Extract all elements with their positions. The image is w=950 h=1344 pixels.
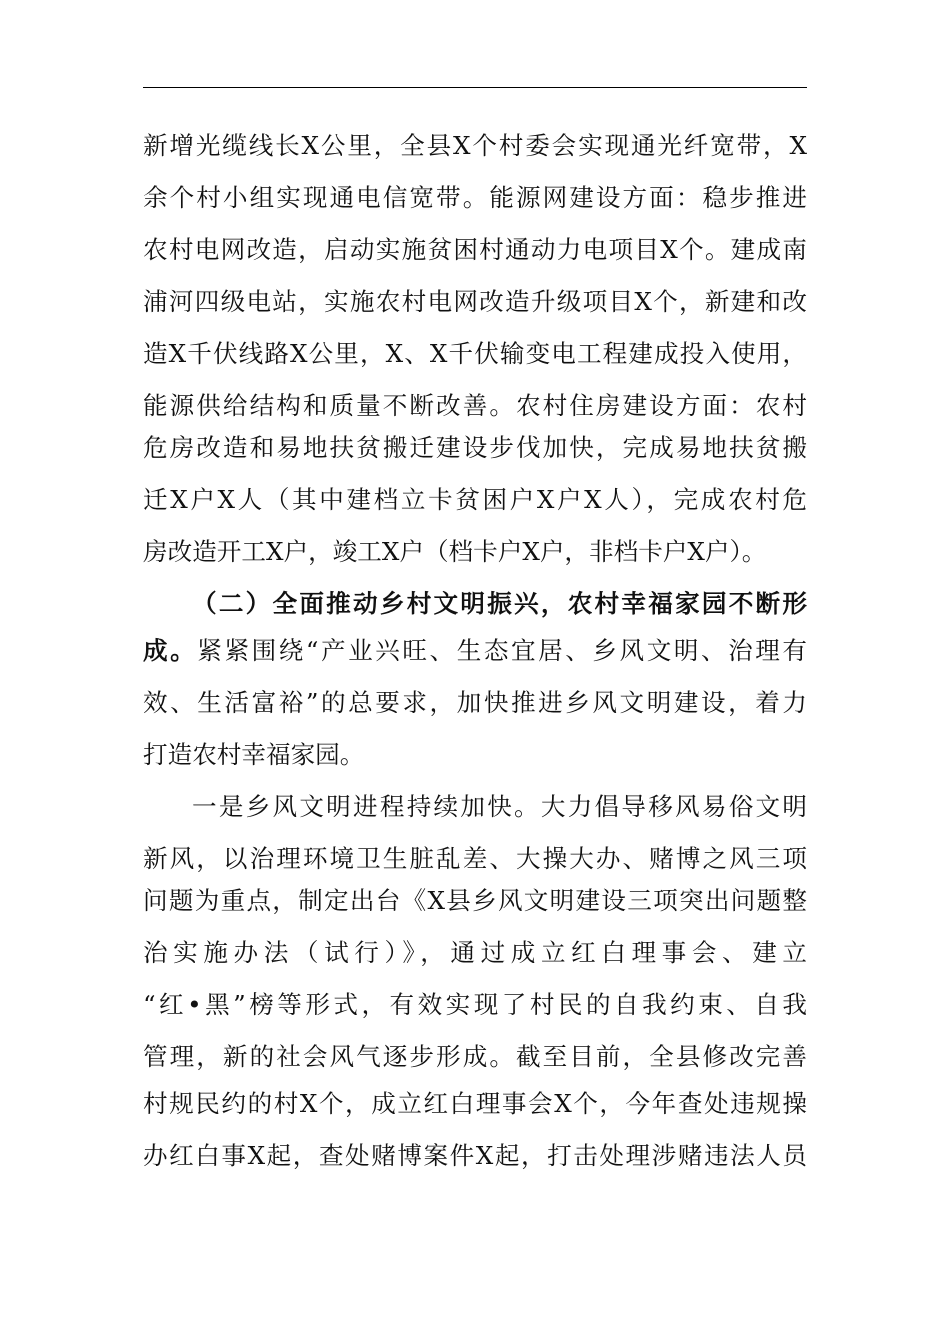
text-line-21 (143, 1139, 807, 1173)
line-text: 治实施办法（试行）》，通过成立红白理事会、建立 (143, 938, 807, 967)
text-line-15 (143, 842, 807, 876)
section-heading-end: 成。 (143, 636, 198, 665)
line-text: 能源供给结构和质量不断改善。农村住房建设方面：农村 (143, 391, 807, 420)
line-text: 新增光缆线长X公里，全县X个村委会实现通光纤宽带，X (143, 131, 807, 160)
header-rule (143, 87, 807, 88)
line-text: 办红白事X起，查处赌博案件X起，打击处理涉赌违法人员 (143, 1141, 807, 1170)
line-text: 效、生活富裕”的总要求，加快推进乡风文明建设，着力 (143, 688, 807, 717)
section-heading-line (192, 587, 807, 621)
text-line-1 (143, 129, 807, 163)
line-text: 新风，以治理环境卫生脏乱差、大操大办、赌博之风三项 (143, 844, 807, 873)
text-line-3 (143, 233, 807, 267)
section-heading: （二）全面推动乡村文明振兴，农村幸福家园不断形 (192, 589, 807, 618)
line-text: 问题为重点，制定出台《X县乡风文明建设三项突出问题整 (143, 886, 807, 915)
text-line-12 (143, 686, 807, 720)
text-line-4 (143, 285, 807, 319)
line-text: 打造农村幸福家园。 (143, 740, 365, 769)
line-text: “红•黑”榜等形式，有效实现了村民的自我约束、自我 (143, 990, 807, 1019)
line-text: 余个村小组实现通电信宽带。能源网建设方面：稳步推进 (143, 183, 807, 212)
text-line-17 (143, 936, 807, 970)
line-text: 房改造开工X户，竣工X户（档卡户X户，非档卡户X户）。 (143, 537, 767, 566)
line-text: 紧紧围绕“产业兴旺、生态宜居、乡风文明、治理有 (197, 636, 807, 665)
text-line-8 (143, 483, 807, 517)
line-text: 浦河四级电站，实施农村电网改造升级项目X个，新建和改 (143, 287, 807, 316)
text-line-20 (143, 1087, 807, 1121)
text-line-13 (143, 738, 807, 772)
line-text: 危房改造和易地扶贫搬迁建设步伐加快，完成易地扶贫搬 (143, 433, 807, 462)
line-text: 造X千伏线路X公里，X、X千伏输变电工程建成投入使用， (143, 339, 807, 368)
text-line-14 (192, 790, 807, 824)
text-line-18 (143, 988, 807, 1022)
line-text: 管理，新的社会风气逐步形成。截至目前，全县修改完善 (143, 1042, 807, 1071)
text-line-5 (143, 337, 807, 371)
line-text: 一是乡风文明进程持续加快。大力倡导移风易俗文明 (192, 792, 807, 821)
line-text: 村规民约的村X个，成立红白理事会X个，今年查处违规操 (143, 1089, 807, 1118)
text-line-2 (143, 181, 807, 215)
line-text: 迁X户X人（其中建档立卡贫困户X户X人），完成农村危 (143, 485, 807, 514)
text-line-16 (143, 884, 807, 918)
text-line-7 (143, 431, 807, 465)
text-line-11 (143, 634, 807, 668)
line-text: 农村电网改造，启动实施贫困村通动力电项目X个。建成南 (143, 235, 807, 264)
text-line-9 (143, 535, 807, 569)
text-line-6 (143, 389, 807, 423)
text-line-19 (143, 1040, 807, 1074)
